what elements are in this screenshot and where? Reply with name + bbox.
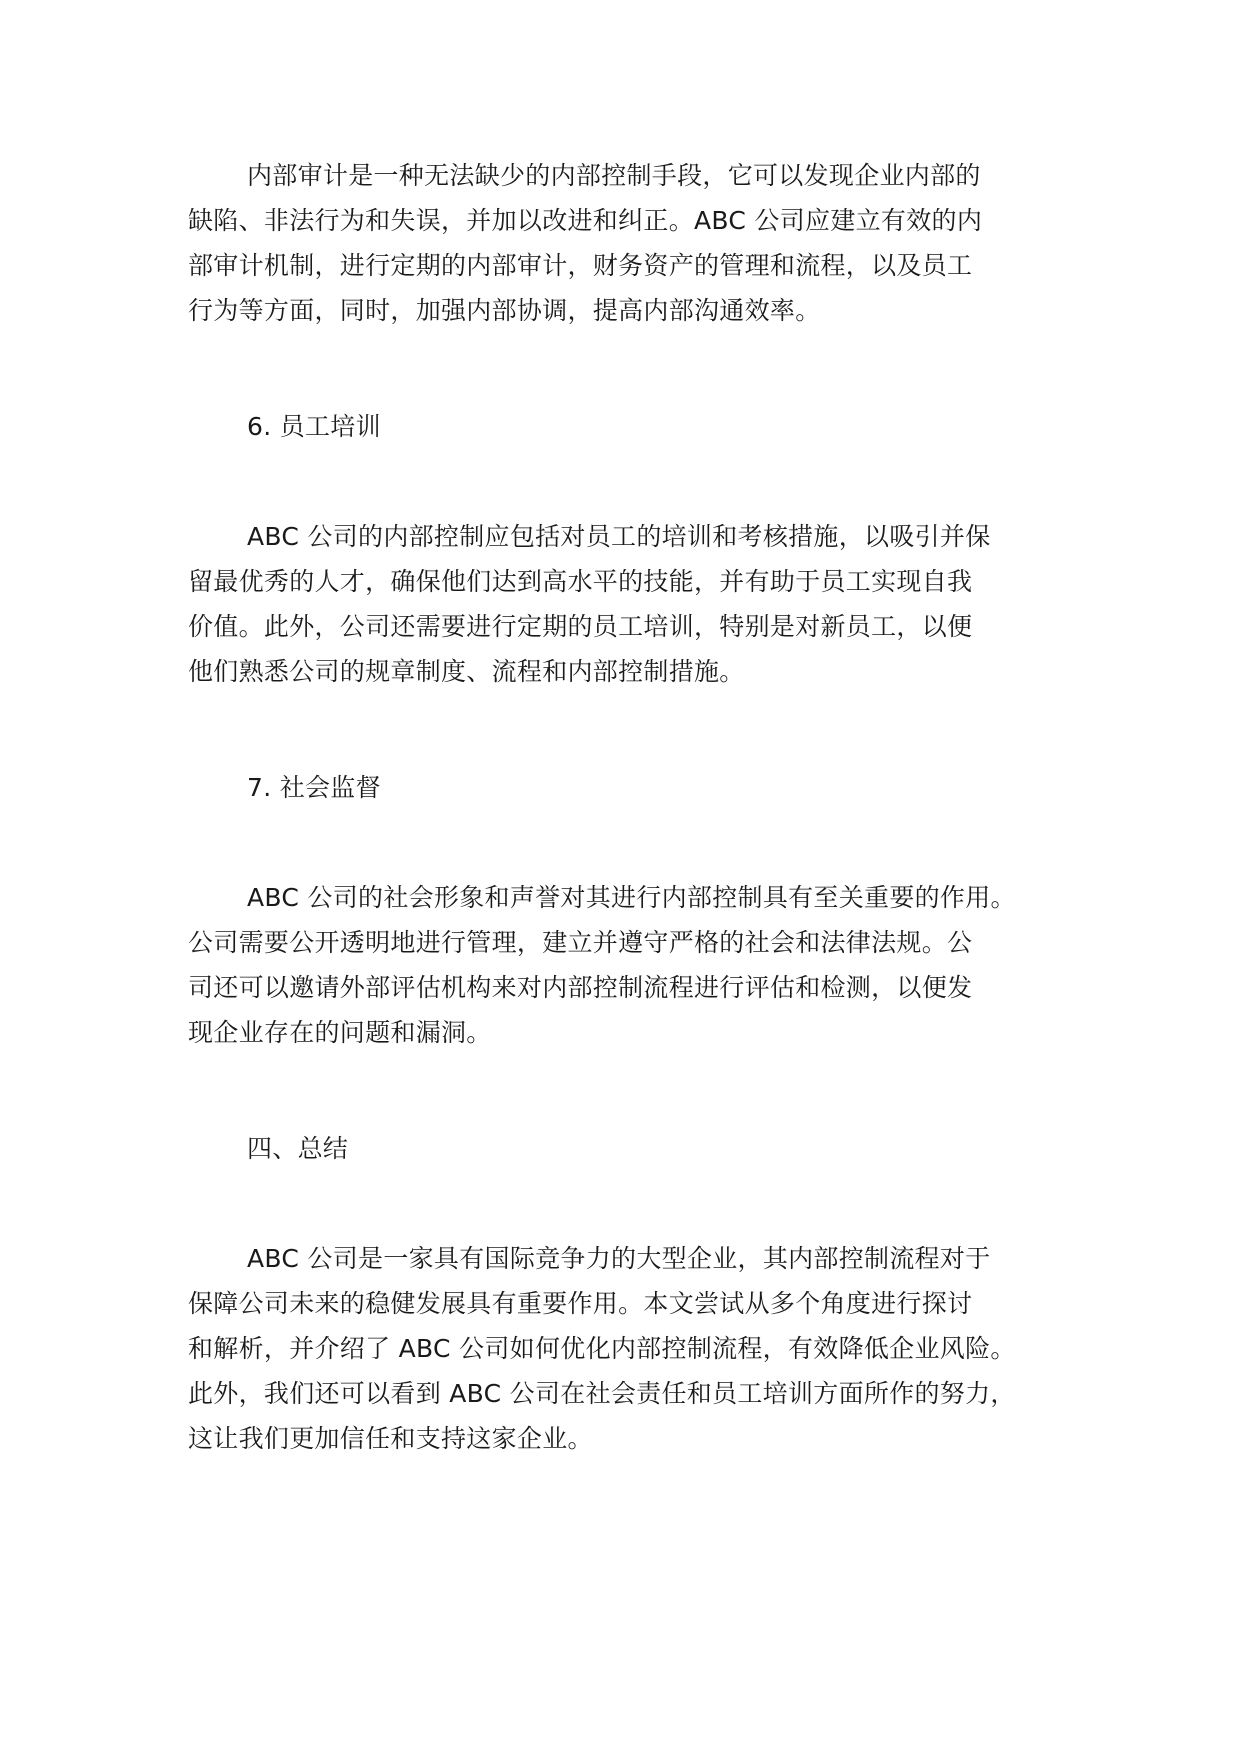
paragraph-line: 内部审计是一种无法缺少的内部控制手段，它可以发现企业内部的 [247,161,981,190]
paragraph-line: ABC 公司的内部控制应包括对员工的培训和考核措施，以吸引并保 [247,522,991,551]
paragraph-line: 公司需要公开透明地进行管理，建立并遵守严格的社会和法律法规。公 [188,928,973,957]
section-heading: 7. 社会监督 [247,773,381,802]
paragraph-line: ABC 公司的社会形象和声誉对其进行内部控制具有至关重要的作用。 [247,883,1016,912]
paragraph-line: 价值。此外，公司还需要进行定期的员工培训，特别是对新员工，以便 [188,612,973,641]
paragraph-line: 缺陷、非法行为和失误，并加以改进和纠正。ABC 公司应建立有效的内 [188,206,983,235]
paragraph-line: 此外，我们还可以看到 ABC 公司在社会责任和员工培训方面所作的努力， [188,1379,1016,1408]
paragraph-line: 部审计机制，进行定期的内部审计，财务资产的管理和流程，以及员工 [188,251,973,280]
paragraph-line: 这让我们更加信任和支持这家企业。 [188,1424,593,1453]
paragraph-line: 行为等方面，同时，加强内部协调，提高内部沟通效率。 [188,296,821,325]
section-heading: 四、总结 [247,1134,349,1163]
paragraph-line: ABC 公司是一家具有国际竞争力的大型企业，其内部控制流程对于 [247,1244,991,1273]
paragraph-line: 和解析，并介绍了 ABC 公司如何优化内部控制流程，有效降低企业风险。 [188,1334,1016,1363]
paragraph-line: 现企业存在的问题和漏洞。 [188,1018,492,1047]
paragraph-line: 留最优秀的人才，确保他们达到高水平的技能，并有助于员工实现自我 [188,567,973,596]
paragraph-line: 保障公司未来的稳健发展具有重要作用。本文尝试从多个角度进行探讨 [188,1289,973,1318]
paragraph-line: 司还可以邀请外部评估机构来对内部控制流程进行评估和检测，以便发 [188,973,973,1002]
section-heading: 6. 员工培训 [247,412,381,441]
paragraph-line: 他们熟悉公司的规章制度、流程和内部控制措施。 [188,657,745,686]
